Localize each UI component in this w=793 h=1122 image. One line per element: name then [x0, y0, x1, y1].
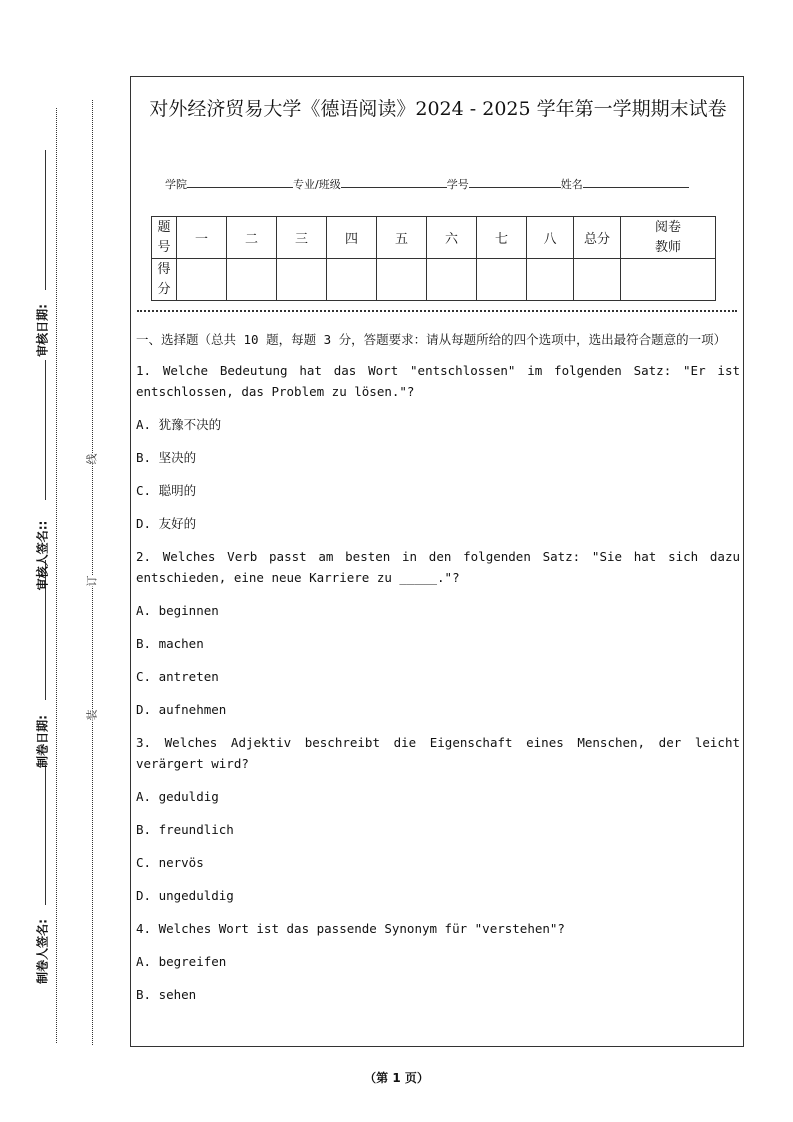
reviewer-sign-label: 审核人签名:: [35, 520, 50, 591]
score-col-1: 一 [177, 217, 227, 259]
score-cell-8[interactable] [527, 259, 574, 301]
score-col-grader: 阅卷教师 [621, 217, 716, 259]
score-cell-3[interactable] [277, 259, 327, 301]
option-a[interactable]: A. 犹豫不决的 [136, 417, 222, 432]
name-field[interactable] [583, 175, 689, 188]
score-cell-5[interactable] [377, 259, 427, 301]
score-cell-grader[interactable] [621, 259, 716, 301]
cut-mark-zhuang: 装 [83, 710, 101, 721]
score-col-3: 三 [277, 217, 327, 259]
question-text: 3. Welches Adjektiv beschreibt die Eigenschaft eines Menschen, der leicht verärgert wird? [136, 735, 740, 771]
major-label: 专业/班级 [293, 178, 341, 191]
score-cell-1[interactable] [177, 259, 227, 301]
question-text: 4. Welches Wort ist das passende Synonym für "verstehen"? [136, 921, 565, 936]
option-c[interactable]: C. nervös [136, 855, 204, 870]
section-heading: 一、选择题（总共 10 题，每题 3 分，答题要求：请从每题所给的四个选项中，选出最符合题意的一项） [136, 332, 727, 347]
score-col-2: 二 [227, 217, 277, 259]
reviewer-date-label: 审核日期: [35, 304, 50, 357]
page-number: （第 1 页） [364, 1071, 429, 1085]
student-id-field[interactable] [469, 175, 561, 188]
score-row-label-number: 题号 [152, 217, 177, 259]
score-table [151, 216, 716, 301]
reviewer-sign-underline [45, 360, 46, 500]
major-field[interactable] [341, 175, 447, 188]
question-4 [136, 918, 740, 1005]
option-d[interactable]: D. aufnehmen [136, 702, 227, 717]
score-cell-4[interactable] [327, 259, 377, 301]
student-id-label: 学号 [446, 178, 469, 191]
question-3 [136, 732, 740, 906]
score-col-total: 总分 [574, 217, 621, 259]
option-a[interactable]: A. begreifen [136, 954, 227, 969]
option-b[interactable]: B. sehen [136, 987, 197, 1002]
question-text: 2. Welches Verb passt am besten in den folgenden Satz: "Sie hat sich dazu entschieden, eine neue Karriere zu _____."? [136, 549, 740, 585]
score-cell-7[interactable] [477, 259, 527, 301]
exam-frame [130, 76, 744, 1047]
score-cell-2[interactable] [227, 259, 277, 301]
score-col-8: 八 [527, 217, 574, 259]
outer-dotted-line [56, 108, 58, 1043]
maker-date-label: 制卷日期: [35, 715, 50, 768]
option-d[interactable]: D. 友好的 [136, 516, 197, 531]
option-b[interactable]: B. freundlich [136, 822, 234, 837]
option-a[interactable]: A. beginnen [136, 603, 219, 618]
score-cell-total[interactable] [574, 259, 621, 301]
option-d[interactable]: D. ungeduldig [136, 888, 234, 903]
score-col-4: 四 [327, 217, 377, 259]
option-b[interactable]: B. machen [136, 636, 204, 651]
option-a[interactable]: A. geduldig [136, 789, 219, 804]
college-label: 学院 [165, 178, 187, 191]
college-field[interactable] [187, 175, 293, 188]
score-table-header-row [152, 217, 716, 259]
page-title: 对外经济贸易大学《德语阅读》2024 - 2025 学年第一学期期末试卷 [149, 98, 727, 120]
cut-mark-ding: 订 [83, 576, 101, 587]
option-b[interactable]: B. 坚决的 [136, 450, 197, 465]
cut-mark-xian: 线 [83, 454, 101, 465]
question-1 [136, 360, 740, 534]
score-col-5: 五 [377, 217, 427, 259]
option-c[interactable]: C. antreten [136, 669, 219, 684]
score-table-score-row [152, 259, 716, 301]
maker-sign-underline [45, 765, 46, 905]
cut-line [92, 100, 94, 1045]
question-text: 1. Welche Bedeutung hat das Wort "entschlossen" im folgenden Satz: "Er ist entschlossen, das Problem zu lösen."? [136, 363, 740, 399]
reviewer-date-underline [45, 150, 46, 290]
name-label: 姓名 [560, 178, 583, 191]
score-col-7: 七 [477, 217, 527, 259]
section-separator [137, 310, 737, 312]
score-row-label-score: 得分 [152, 259, 177, 301]
maker-sign-label: 制卷人签名: [35, 919, 50, 984]
option-c[interactable]: C. 聪明的 [136, 483, 197, 498]
question-2 [136, 546, 740, 720]
score-cell-6[interactable] [427, 259, 477, 301]
student-info-line [165, 175, 689, 192]
score-col-6: 六 [427, 217, 477, 259]
exam-content [136, 329, 740, 1017]
